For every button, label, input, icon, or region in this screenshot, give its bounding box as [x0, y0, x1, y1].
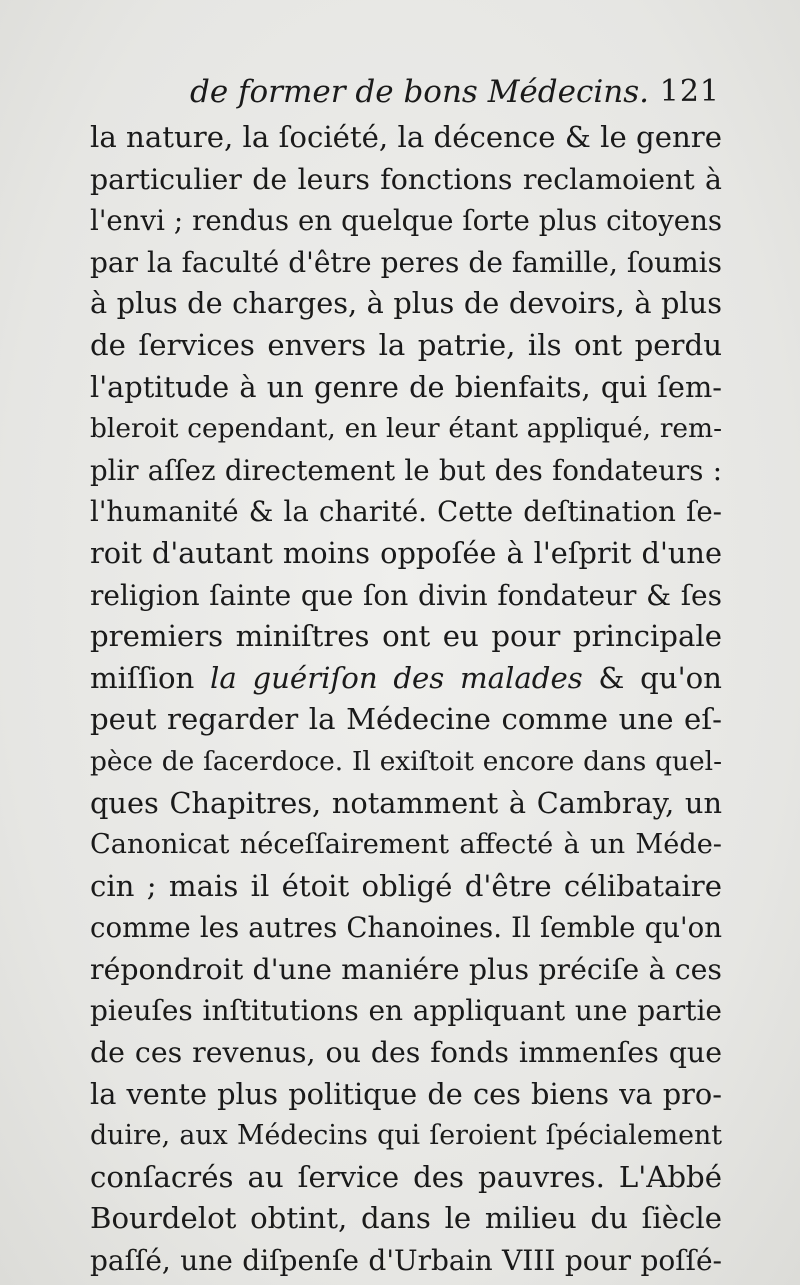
text-line: [90, 658, 722, 700]
text-line: de ſervices envers la patrie, ils ont perdu: [90, 327, 722, 362]
text-line: répondroit d'une maniére plus préciſe à ces: [90, 952, 722, 986]
text-line: religion ſainte que ſon divin fondateur & ſes: [90, 578, 722, 612]
text-line: Canonicat néceſſairement affecté à un Méde-: [90, 829, 722, 861]
text-line: pieuſes inſtitutions en appliquant une partie: [90, 994, 722, 1028]
italic-phrase: la guériſon des malades: [210, 660, 583, 695]
text-line: duire, aux Médecins qui ſeroient ſpécialement: [90, 1120, 722, 1152]
text-line: l'aptitude à un genre de bienfaits, qui ſem-: [90, 369, 722, 404]
text-line: particulier de leurs fonctions reclamoient à: [90, 162, 722, 196]
text-line: la vente plus politique de ces biens va pro-: [90, 1076, 722, 1111]
text-segment: & qu'on: [582, 660, 722, 695]
text-line: bleroit cependant, en leur étant appliqué, rem-: [90, 413, 722, 445]
text-line: la nature, la ſociété, la décence & le genre: [90, 120, 722, 154]
page-number: 121: [659, 74, 720, 109]
text-line: plir aſſez directement le but des fondateurs :: [90, 453, 722, 487]
text-line: Bourdelot obtint, dans le milieu du ſiècle: [90, 1201, 722, 1236]
body-text: [90, 117, 722, 1282]
text-line: premiers miniſtres ont eu pour principale: [90, 619, 722, 654]
page-header: [190, 70, 720, 114]
text-line: ques Chapitres, notamment à Cambray, un: [90, 785, 722, 820]
running-head: de former de bons Médecins.: [190, 74, 649, 110]
text-segment: miſſion: [90, 660, 211, 695]
text-line: pèce de ſacerdoce. Il exiſtoit encore dans quel-: [90, 745, 722, 777]
text-line: de ces revenus, ou des fonds immenſes que: [90, 1036, 722, 1070]
text-line: peut regarder la Médecine comme une eſ-: [90, 702, 722, 737]
text-line: l'envi ; rendus en quelque ſorte plus citoyens: [90, 204, 722, 238]
text-line: cin ; mais il étoit obligé d'être célibataire: [90, 868, 722, 903]
text-line: comme les autres Chanoines. Il ſemble qu'on: [90, 911, 722, 945]
text-line: roit d'autant moins oppoſée à l'eſprit d'une: [90, 535, 722, 570]
text-line: à plus de charges, à plus de devoirs, à plus: [90, 286, 722, 321]
text-line: l'humanité & la charité. Cette deſtination ſe-: [90, 495, 722, 529]
text-line: par la faculté d'être peres de famille, ſoumis: [90, 245, 722, 279]
text-line: conſacrés au ſervice des pauvres. L'Abbé: [90, 1159, 722, 1194]
text-line: paſſé, une diſpenſe d'Urbain VIII pour poſſé-: [90, 1244, 722, 1278]
